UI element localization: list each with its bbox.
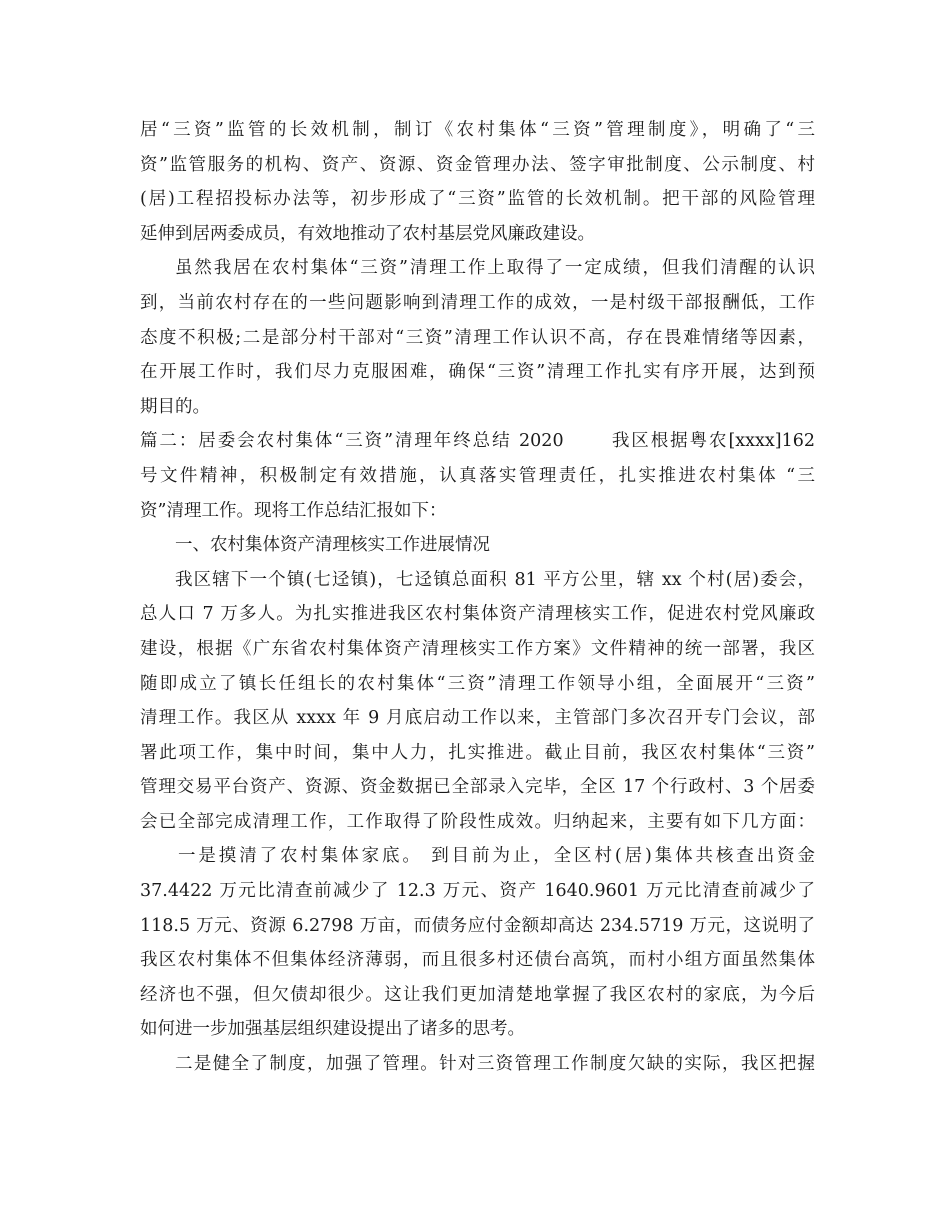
text-line: 一、农村集体资产清理核实工作进展情况 [175, 535, 490, 556]
text-line: 二是健全了制度，加强了管理。针对三资管理工作制度欠缺的实际，我区把握 [175, 1054, 815, 1075]
text-line: 居“三资”监管的长效机制，制订《农村集体“三资”管理制度》，明确了“三 [140, 120, 815, 140]
text-line: 经济也不强，但欠债却很少。这让我们更加清楚地掌握了我区农村的家底，为今后 [140, 984, 815, 1005]
text-line: 虽然我居在农村集体“三资”清理工作上取得了一定成绩，但我们清醒的认识 [175, 258, 815, 279]
text-line: 态度不积极;二是部分村干部对“三资”清理工作认识不高，存在畏难情绪等因素， [140, 327, 815, 348]
text-line: 如何进一步加强基层组织建设提出了诸多的思考。 [140, 1019, 525, 1040]
text-line: 署此项工作，集中时间，集中人力，扎实推进。截止目前，我区农村集体“三资” [140, 742, 815, 763]
text-line: 会已全部完成清理工作，工作取得了阶段性成效。归纳起来，主要有如下几方面： [140, 811, 815, 832]
text-line: (居)工程招投标办法等，初步形成了“三资”监管的长效机制。把干部的风险管理 [140, 189, 815, 210]
text-line: 118.5 万元、资源 6.2798 万亩，而债务应付金额却高达 234.5719 万元，这说明了 [140, 915, 815, 936]
text-line: 期目的。 [140, 396, 210, 417]
document-body [140, 113, 815, 1082]
text-line: 管理交易平台资产、资源、资金数据已全部录入完毕，全区 17 个行政村、3 个居委 [140, 777, 815, 798]
text-line: 总人口 7 万多人。为扎实推进我区农村集体资产清理核实工作，促进农村党风廉政 [140, 604, 815, 625]
text-line: 延伸到居两委成员，有效地推动了农村基层党风廉政建设。 [140, 223, 595, 244]
text-line: 到，当前农村存在的一些问题影响到清理工作的成效，一是村级干部报酬低，工作 [140, 292, 815, 313]
text-line: 随即成立了镇长任组长的农村集体“三资”清理工作领导小组，全面展开“三资” [140, 673, 815, 694]
text-line: 清理工作。我区从 xxxx 年 9 月底启动工作以来，主管部门多次召开专门会议，部 [140, 708, 815, 729]
text-line: 资”清理工作。现将工作总结汇报如下： [140, 500, 447, 521]
text-line: 我区农村集体不但集体经济薄弱，而且很多村还债台高筑，而村小组方面虽然集体 [140, 950, 815, 971]
text-line: 号文件精神，积极制定有效措施，认真落实管理责任，扎实推进农村集体 “三 [140, 465, 815, 486]
text-line: 建设，根据《广东省农村集体资产清理核实工作方案》文件精神的统一部署，我区 [140, 638, 815, 659]
text-line: 一是摸清了农村集体家底。 到目前为止，全区村(居)集体共核查出资金 [178, 846, 815, 867]
text-line: 我区辖下一个镇(七迳镇)，七迳镇总面积 81 平方公里，辖 xx 个村(居)委会， [175, 569, 815, 590]
text-line: 篇二：居委会农村集体“三资”清理年终总结 2020 我区根据粤农[xxxx]162 [140, 431, 815, 452]
text-line: 在开展工作时，我们尽力克服困难，确保“三资”清理工作扎实有序开展，达到预 [140, 362, 815, 383]
text-line: 37.4422 万元比清查前减少了 12.3 万元、资产 1640.9601 万元比清查前减少了 [140, 881, 815, 902]
text-line: 资”监管服务的机构、资产、资源、资金管理办法、签字审批制度、公示制度、村 [140, 154, 815, 175]
